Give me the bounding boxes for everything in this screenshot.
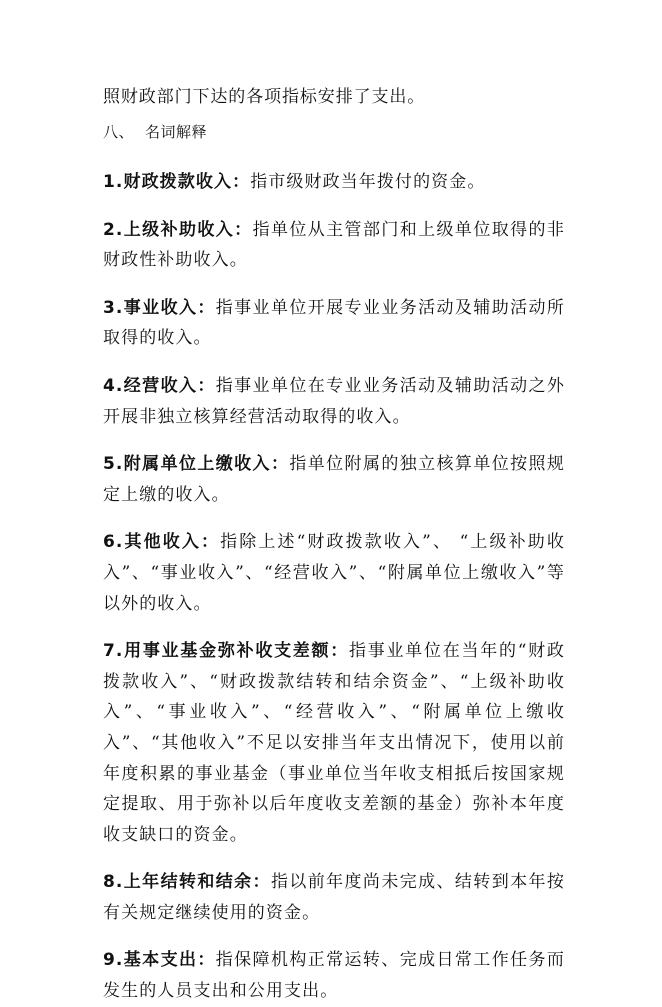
definition-term: 1.财政拨款收入： — [103, 172, 251, 192]
definition-desc: 指保障机构正常运转、完成日常工作任务而发生的人员支出和公用支出。 — [103, 950, 565, 1002]
intro-tail-text: 照财政部门下达的各项指标安排了支出。 — [103, 87, 426, 107]
definition-term: 8.上年结转和结余： — [103, 872, 271, 893]
definition-term: 5.附属单位上缴收入： — [103, 454, 290, 475]
definition-term: 7.用事业基金弥补收支差额： — [103, 641, 350, 662]
definition-item — [103, 867, 565, 928]
definition-term: 3.事业收入： — [103, 297, 216, 318]
definition-item — [103, 371, 565, 432]
definition-term: 2.上级补助收入： — [103, 219, 253, 240]
definition-item — [103, 945, 565, 1006]
definition-item — [103, 167, 565, 198]
definition-desc: 指市级财政当年拨付的资金。 — [250, 172, 486, 192]
definition-desc: 指单位从主管部门和上级单位取得的非财政性补助收入。 — [103, 219, 566, 271]
definition-item — [103, 293, 565, 354]
definition-desc: 指事业单位在专业业务活动及辅助活动之外开展非独立核算经营活动取得的收入。 — [103, 375, 565, 427]
section-heading — [103, 118, 207, 146]
section-title: 名词解释 — [145, 123, 208, 141]
definition-desc: 指事业单位在当年的“财政拨款收入”、“财政拨款结转和结余资金”、“上级补助收入”、“事业收入”、“经营收入”、“附属单位上缴收入”、“其他收入”不足以安排当年支出情况下，使用以前年度积累的事业基金（事业单位当年收支相抵后按国家规定提取、用于弥补以后年度收支差额的基金）弥补本年度收支缺口的资金。 — [103, 641, 566, 845]
definition-item — [103, 215, 565, 276]
section-number: 八、 — [103, 123, 135, 141]
definition-item — [103, 449, 565, 510]
definition-desc: 指事业单位开展专业业务活动及辅助活动所取得的收入。 — [103, 297, 565, 349]
definition-term: 6.其他收入： — [103, 532, 221, 553]
definition-item — [103, 527, 565, 619]
definition-desc: 指单位附属的独立核算单位按照规定上缴的收入。 — [103, 454, 566, 505]
definition-term: 4.经营收入： — [103, 375, 216, 396]
definition-term: 9.基本支出： — [103, 950, 216, 971]
definition-desc: 指以前年度尚未完成、结转到本年按有关规定继续使用的资金。 — [103, 872, 565, 923]
definition-list — [103, 150, 565, 1007]
definition-desc: 指除上述“财政拨款收入”、 “上级补助收入”、“事业收入”、“经营收入”、“附属单位上缴收入”等以外的收入。 — [103, 532, 565, 614]
definition-item — [103, 636, 565, 850]
